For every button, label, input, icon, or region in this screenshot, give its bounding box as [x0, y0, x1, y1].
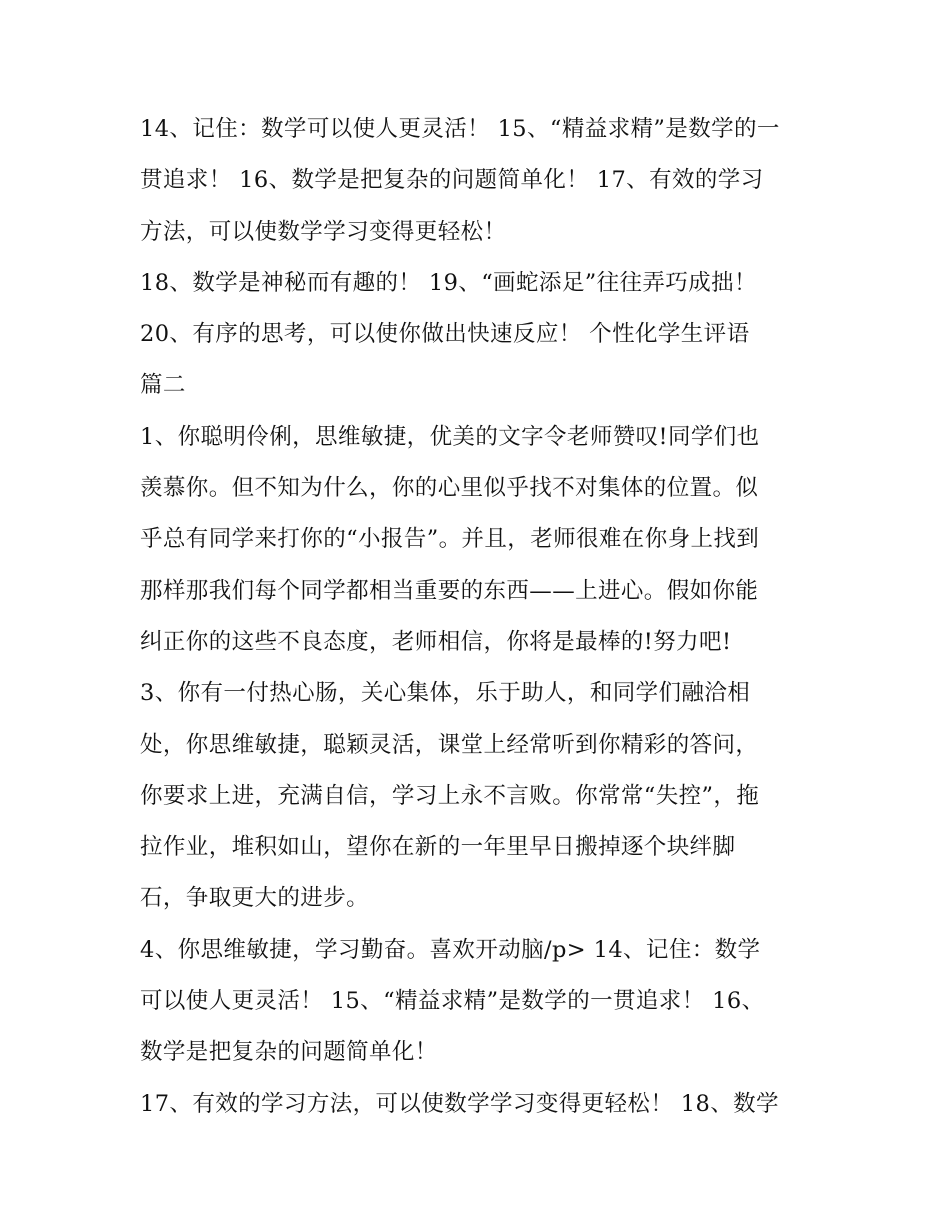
paragraph-4: [140, 412, 820, 668]
text-line: 纠正你的这些不良态度，老师相信，你将是最棒的!努力吧!: [140, 628, 732, 655]
text-line: 数学是把复杂的问题简单化！: [140, 1039, 438, 1066]
text-line: 乎总有同学来打你的“小报告”。并且，老师很难在你身上找到: [140, 526, 760, 553]
text-line: 你要求上进，充满自信，学习上永不言败。你常常“失控”，拖: [140, 782, 760, 809]
text-line: 4、你思维敏捷，学习勤奋。喜欢开动脑/p> 14、记住：数学: [140, 936, 761, 963]
text-line: 1、你聪明伶俐，思维敏捷，优美的文字令老师赞叹!同学们也: [140, 423, 760, 450]
paragraph-2: [140, 258, 820, 309]
text-line: 石，争取更大的进步。: [140, 885, 370, 912]
text-line: 篇二: [140, 372, 186, 399]
text-line: 那样那我们每个同学都相当重要的东西——上进心。假如你能: [140, 577, 759, 604]
text-line: 拉作业，堆积如山，望你在新的一年里早日搬掉逐个块绊脚: [140, 834, 736, 861]
document-page: [140, 104, 820, 1130]
text-line: 18、数学是神秘而有趣的！ 19、“画蛇添足”往往弄巧成拙！: [140, 269, 757, 296]
paragraph-6: [140, 925, 820, 1079]
text-line: 羡慕你。但不知为什么，你的心里似乎找不对集体的位置。似: [140, 475, 759, 502]
text-line: 20、有序的思考，可以使你做出快速反应！ 个性化学生评语: [140, 321, 750, 348]
text-line: 处，你思维敏捷，聪颖灵活，课堂上经常听到你精彩的答问，: [140, 731, 759, 758]
paragraph-1: [140, 104, 820, 258]
paragraph-3: [140, 309, 820, 412]
text-line: 方法，可以使数学学习变得更轻松！: [140, 218, 507, 245]
text-line: 可以使人更灵活！ 15、“精益求精”是数学的一贯追求！ 16、: [140, 988, 765, 1015]
text-line: 17、有效的学习方法，可以使数学学习变得更轻松！ 18、数学: [140, 1090, 779, 1117]
text-line: 14、记住：数学可以使人更灵活！ 15、“精益求精”是数学的一: [140, 116, 780, 142]
paragraph-7: [140, 1079, 820, 1130]
paragraph-5: [140, 668, 820, 924]
text-line: 3、你有一付热心肠，关心集体，乐于助人，和同学们融洽相: [140, 680, 751, 707]
text-line: 贯追求！ 16、数学是把复杂的问题简单化！ 17、有效的学习: [140, 167, 764, 194]
